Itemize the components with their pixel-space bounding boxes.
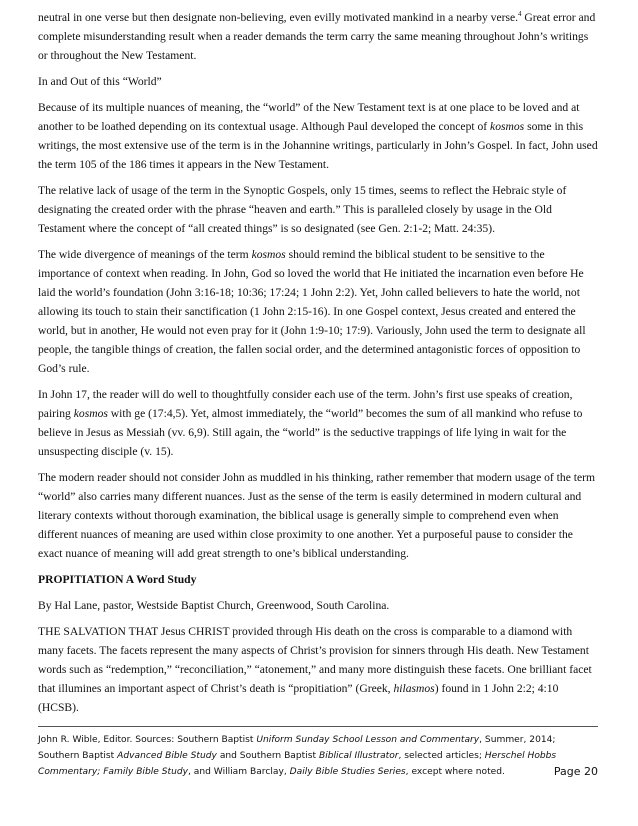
term-kosmos: kosmos: [73, 407, 108, 420]
paragraph-synoptic-usage: The relative lack of usage of the term in the Synoptic Gospels, only 15 times, seems to reflect the Hebraic style of designating the created order with the phrase “heaven and earth.” This is paralleled closely by usage in the Old Testament where the concept of “all created things” is so designated (see Gen. 2:1-2; Matt. 24:35).: [38, 184, 567, 235]
paragraph-modern-reader: The modern reader should not consider John as muddled in his thinking, rather remember that modern usage of the term “world” also carries many different nuances. Just as the sense of the term is easily determined in modern cultural and literary contexts without thorough examination, the biblical usage is generally simple to comprehend even when different nuances of meaning are used within close proximity to one another. Yet a purposeful pause to consider the exact nuance of meaning will add great strength to one’s biblical understanding.: [38, 471, 595, 560]
term-kosmos: kosmos: [490, 120, 525, 133]
paragraph-salvation: THE SALVATION THAT Jesus CHRIST provided through His death on the cross is comparable to a diamond with many facets. The facets represent the many aspects of Christ’s provision for sinners through His death. New Testament words such as “redemption,” “reconciliation,” “atonement,” and many more distinguish these facets. One brilliant facet that illumines an important aspect of Christ’s death is “propitiation” (Greek, hilasmos) found in 1 John 2:2; 4:10 (HCSB).: [38, 625, 592, 714]
byline: By Hal Lane, pastor, Westside Baptist Church, Greenwood, South Carolina.: [38, 599, 390, 612]
page-number: Page 20: [553, 765, 598, 778]
paragraph-divergence: The wide divergence of meanings of the term kosmos should remind the biblical student to be sensitive to the importance of context when reading. In John, God so loved the world that He initiated the incarnation even before He laid the world’s foundation (John 3:16-18; 10:36; 17:24; 1 John 2:2). Yet, John called believers to hate the world, not allowing its touch to stain their sanctification (1 John 2:15-16). In one Gospel context, Jesus created and entered the world, but in another, He would not even pray for it (John 1:9-10; 17:9). Variously, John used the term to designate all people, the tangible things of creation, the fallen social order, and the determined antagonistic forces of opposition to God’s rule.: [38, 248, 586, 375]
section-heading-world: In and Out of this “World”: [38, 75, 162, 88]
paragraph-multiple-nuances: Because of its multiple nuances of meaning, the “world” of the New Testament text is at one place to be loved and at another to be loathed depending on its contextual usage. Although Paul developed the concept of kosmos some in this writings, the most extensive use of the term is in the Johannine writings, particularly in John’s Gospel. In fact, John used the term 105 of the 186 times it appears in the New Testament.: [38, 101, 598, 171]
paragraph-world-nuance: neutral in one verse but then designate non-believing, even evilly motivated mankind in a nearby verse.$^4$ Great error and complete misunderstanding result when a reader demands the term carry the same meaning throughout John’s writings or throughout the New Testament.: [38, 10, 596, 62]
term-kosmos: kosmos: [251, 248, 286, 261]
footnote-ref[interactable]: 4: [518, 10, 522, 19]
section-heading-propitiation: PROPITIATION A Word Study: [38, 573, 197, 586]
term-hilasmos: hilasmos: [393, 682, 435, 695]
page-footer: John R. Wible, Editor. Sources: Southern Baptist Uniform Sunday School Lesson and Commentary, Summer, 2014; Southern Baptist Advanced Bible Study and Southern Baptist Biblical Illustrator, selected articles; Herschel Hobbs Commentary; Family Bible Study, and William Barclay, Daily Bible Studies Series, except where noted. Page 20: [38, 726, 598, 780]
paragraph-john-17: In John 17, the reader will do well to thoughtfully consider each use of the term. John’s first use speaks of creation, pairing kosmos with ge (17:4,5). Yet, almost immediately, the “world” becomes the sum of all mankind who refuse to believe in Jesus as Messiah (vv. 6,9). Still again, the “world” is the seductive trappings of life lying in wait for the unsuspecting disciple (v. 15).: [38, 388, 583, 458]
